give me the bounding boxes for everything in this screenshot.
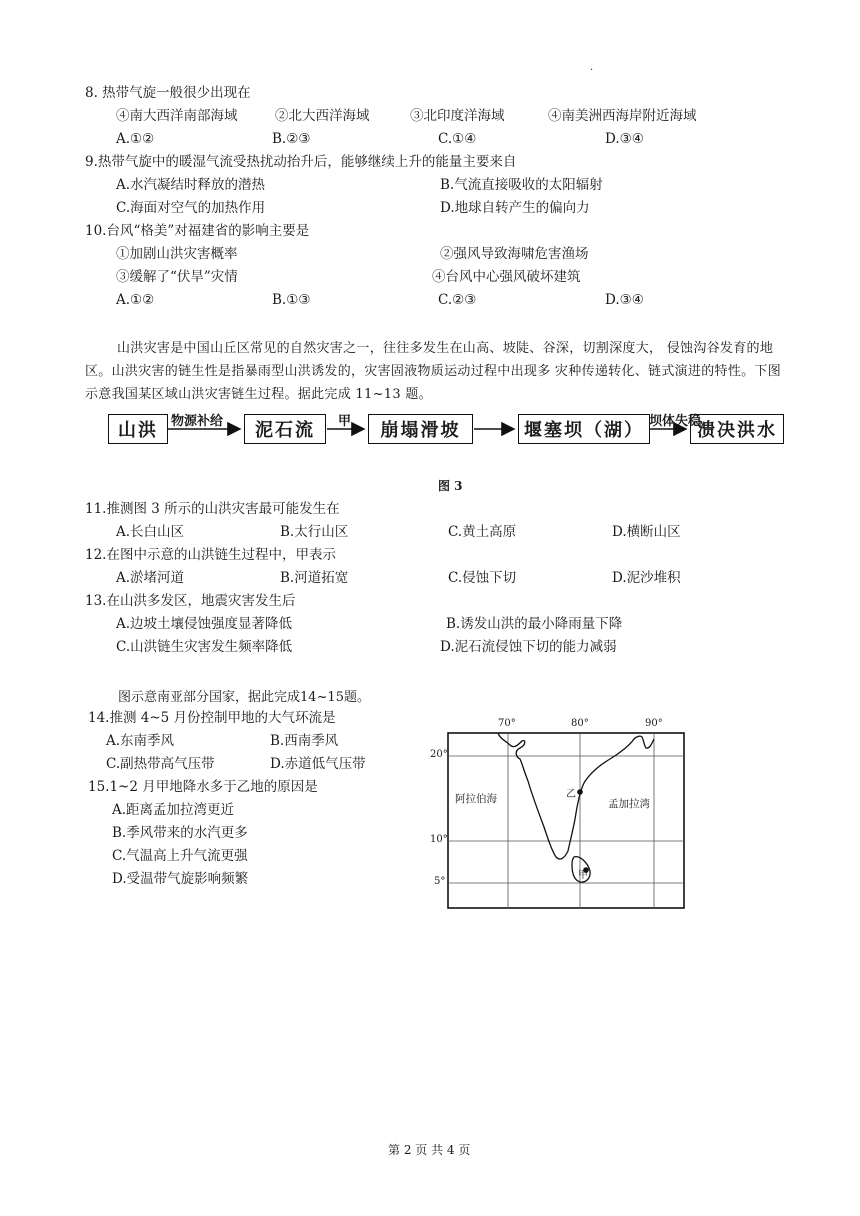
question-9-option-b: B.气流直接吸收的太阳辐射: [440, 177, 603, 193]
question-9-stem: 9.热带气旋中的暖湿气流受热扰动抬升后，能够继续上升的能量主要来自: [85, 154, 517, 170]
page-footer: 第 2 页 共 4 页: [388, 1143, 471, 1157]
question-10-option-b: B.①③: [272, 292, 311, 308]
question-8-item-2: ②北大西洋海域: [275, 108, 370, 124]
question-8-option-a: A.①②: [116, 131, 155, 147]
question-11-option-d: D.横断山区: [612, 524, 681, 540]
flow-arrow-label-supply: 物源补给: [171, 414, 224, 429]
map-lat-10: 10°: [430, 834, 448, 845]
question-14-stem: 14.推测 4~5 月份控制甲地的大气环流是: [88, 710, 336, 726]
question-11-stem: 11.推测图 3 所示的山洪灾害最可能发生在: [85, 501, 340, 517]
question-9-option-c: C.海面对空气的加热作用: [116, 200, 266, 216]
question-12-option-b: B.河道拓宽: [280, 570, 349, 586]
question-11-option-c: C.黄土高原: [448, 524, 517, 540]
question-14-option-a: A.东南季风: [106, 733, 175, 749]
flow-box-landslide: 崩塌滑坡: [368, 414, 473, 444]
question-10-item-3: ③缓解了“伏旱”灾情: [116, 269, 238, 285]
question-8-option-c: C.①④: [438, 131, 477, 147]
question-10-item-4: ④台风中心强风破坏建筑: [432, 269, 581, 285]
question-8-item-1: ④南大西洋南部海域: [116, 108, 238, 124]
flow-box-outburst-flood: 溃决洪水: [690, 414, 784, 444]
question-10-option-d: D.③④: [605, 292, 644, 308]
question-14-option-b: B.西南季风: [270, 733, 339, 749]
flow-arrow-label-jia: 甲: [338, 414, 352, 429]
question-10-stem: 10.台风“格美”对福建省的影响主要是: [85, 223, 310, 239]
map-label-point-jia: 甲: [578, 870, 588, 881]
map-label-point-yi: 乙: [566, 789, 576, 800]
question-15-stem: 15.1~2 月甲地降水多于乙地的原因是: [88, 779, 318, 795]
top-mark: .: [590, 62, 594, 73]
question-11-option-b: B.太行山区: [280, 524, 349, 540]
question-8-option-d: D.③④: [605, 131, 644, 147]
question-12-stem: 12.在图中示意的山洪链生过程中，甲表示: [85, 547, 336, 563]
flow-arrow-label-dam-failure: 坝体失稳: [649, 414, 702, 429]
question-15-option-c: C.气温高上升气流更强: [112, 848, 248, 864]
figure-3-caption: 图 3: [438, 479, 463, 493]
question-15-option-a: A.距离孟加拉湾更近: [112, 802, 235, 818]
question-12-option-d: D.泥沙堆积: [612, 570, 681, 586]
question-8-item-3: ③北印度洋海域: [410, 108, 505, 124]
south-asia-map-drawing: [428, 715, 690, 915]
question-14-option-c: C.副热带高气压带: [106, 756, 215, 772]
passage-flood-text: 山洪灾害是中国山丘区常见的自然灾害之一，往往多发生在山高、坡陡、谷深，切割深度大， 侵蚀沟谷发育的地区。山洪灾害的链生性是指暴雨型山洪诱发的，灾害固液物质运动过程中出现多 灾种传递转化、链式演进的特性。下图示意我国某区域山洪灾害链生过程。据此完成 11~13 题。: [85, 341, 782, 402]
question-13-option-c: C.山洪链生灾害发生频率降低: [116, 639, 293, 655]
question-9-option-a: A.水汽凝结时释放的潜热: [116, 177, 266, 193]
question-15-option-d: D.受温带气旋影响频繁: [112, 871, 249, 887]
question-12-option-c: C.侵蚀下切: [448, 570, 517, 586]
map-lon-80: 80°: [571, 718, 589, 729]
passage-south-asia: 图示意南亚部分国家，据此完成14~15题。: [118, 690, 370, 705]
question-11-option-a: A.长白山区: [116, 524, 185, 540]
question-8-item-4: ④南美洲西海岸附近海域: [548, 108, 697, 124]
map-lat-5: 5°: [434, 876, 446, 887]
question-12-option-a: A.淤堵河道: [116, 570, 185, 586]
map-lat-20: 20°: [430, 749, 448, 760]
question-13-option-d: D.泥石流侵蚀下切的能力减弱: [440, 639, 617, 655]
question-8-option-b: B.②③: [272, 131, 311, 147]
question-9-option-d: D.地球自转产生的偏向力: [440, 200, 590, 216]
flow-arrows: [0, 0, 860, 460]
flow-box-dammed-lake: 堰塞坝（湖）: [518, 414, 650, 444]
map-label-bay-of-bengal: 孟加拉湾: [608, 798, 650, 810]
question-15-option-b: B.季风带来的水汽更多: [112, 825, 248, 841]
map-lon-70: 70°: [498, 718, 516, 729]
flow-box-flood: 山洪: [108, 414, 168, 444]
question-10-option-c: C.②③: [438, 292, 477, 308]
question-10-item-1: ①加剧山洪灾害概率: [116, 246, 238, 262]
map-label-arabian-sea: 阿拉伯海: [455, 793, 497, 805]
map-lon-90: 90°: [645, 718, 663, 729]
question-14-option-d: D.赤道低气压带: [270, 756, 366, 772]
question-13-stem: 13.在山洪多发区，地震灾害发生后: [85, 593, 296, 609]
question-10-item-2: ②强风导致海啸危害渔场: [440, 246, 589, 262]
question-8-stem: 8. 热带气旋一般很少出现在: [85, 85, 251, 101]
question-13-option-a: A.边坡土壤侵蚀强度显著降低: [116, 616, 293, 632]
flow-box-debris-flow: 泥石流: [244, 414, 326, 444]
question-13-option-b: B.诱发山洪的最小降雨量下降: [446, 616, 623, 632]
point-yi-marker: [577, 789, 583, 795]
question-10-option-a: A.①②: [116, 292, 155, 308]
